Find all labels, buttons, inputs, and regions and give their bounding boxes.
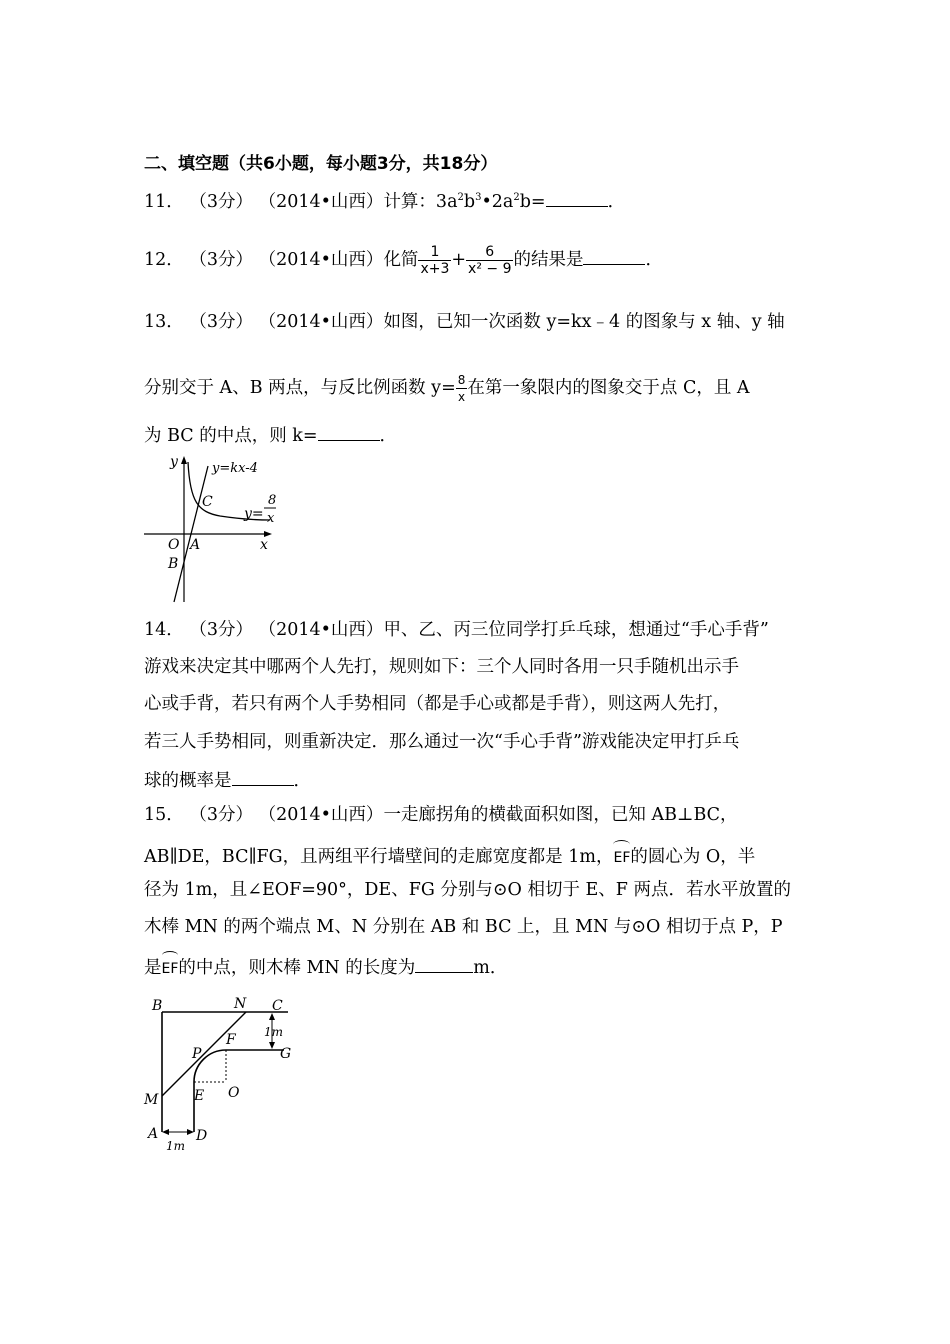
label-F: F [226, 1032, 236, 1048]
q12-source: （2014•山西） [258, 250, 384, 270]
q11-t4: b= [519, 192, 546, 212]
q11-t3: •2a [481, 192, 514, 212]
plus-sign: + [451, 250, 467, 270]
fraction-1: $\frac{1}{x+3}$ [420, 244, 450, 277]
q13-source: （2014•山西） [258, 312, 384, 332]
curve-den: x [267, 511, 275, 526]
label-O: O [228, 1085, 240, 1101]
question-11 [144, 188, 625, 214]
q15-line2 [144, 842, 755, 870]
q12-number: 12． [144, 250, 184, 270]
label-O: O [168, 537, 180, 553]
q13-line3-text: 为 BC 的中点，则 k= [144, 426, 318, 446]
q12-text: 化简 [383, 250, 419, 270]
q14-end: ． [293, 771, 311, 791]
q12-after: 的结果是 [513, 250, 584, 270]
y-axis-arrow [181, 456, 187, 464]
fraction-8-over-x: $\frac{8}{x}$ [457, 373, 466, 404]
arc-ef: EF [613, 842, 630, 870]
q15-source: （2014•山西） [258, 805, 384, 825]
label-C: C [272, 998, 283, 1014]
question-13 [144, 310, 785, 334]
q15-line3: 径为 1m，且∠EOF=90°，DE、FG 分别与⊙O 相切于 E、F 两点．若水平放置的 [144, 880, 792, 900]
section-title: 二、填空题（共6小题，每小题3分，共18分） [144, 154, 498, 174]
label-A: A [148, 1126, 159, 1142]
q15-line1: 一走廊拐角的横截面积如图，已知 AB⊥BC， [383, 805, 738, 825]
q13-end: ． [379, 426, 398, 446]
label-B: B [152, 998, 163, 1014]
dim-arrow-left [162, 1129, 169, 1135]
q14-number: 14． [144, 620, 184, 640]
q14-line5 [144, 767, 311, 793]
q11-t2: b [463, 192, 476, 212]
q11-end: ． [607, 192, 626, 212]
label-1m-bottom: 1m [166, 1139, 186, 1153]
q11-exp1: 2 [457, 192, 464, 204]
label-P: P [192, 1046, 202, 1062]
question-12 [144, 244, 663, 277]
dim-arrow-up [269, 1013, 275, 1020]
label-line: y=kx-4 [212, 461, 258, 476]
label-A: A [190, 537, 201, 553]
q11-exp2: 3 [475, 192, 482, 204]
q11-text: 计算：3a [383, 192, 458, 212]
label-y: y [170, 454, 178, 470]
answer-blank[interactable] [232, 767, 294, 786]
label-curve: y= [244, 506, 264, 522]
q13-line2 [144, 372, 750, 405]
q14-score: （3分） [189, 620, 253, 640]
q11-source: （2014•山西） [258, 192, 384, 212]
q15-unit: m． [473, 958, 508, 978]
label-D: D [196, 1128, 208, 1144]
q15-line2b: 的圆心为 O，半 [630, 847, 756, 867]
label-E: E [194, 1088, 205, 1104]
q13-line3 [144, 422, 397, 448]
label-1m-top: 1m [264, 1025, 284, 1039]
q15-figure [138, 990, 298, 1160]
q14-source: （2014•山西） [258, 620, 384, 640]
dim-arrow-down [269, 1042, 275, 1049]
arc-ef: EF [162, 953, 179, 981]
label-G: G [280, 1046, 292, 1062]
q13-score: （3分） [189, 312, 253, 332]
q14-line5-text: 球的概率是 [144, 771, 232, 791]
q11-exp3: 2 [513, 192, 520, 204]
fraction-2: $\frac{6}{\text{x² − 9}}$ [468, 244, 512, 277]
q15-line5b: 的中点，则木棒 MN 的长度为 [178, 958, 416, 978]
q13-line2a: 分别交于 A、B 两点，与反比例函数 y= [144, 378, 456, 398]
label-x: x [260, 537, 268, 553]
curve-num: 8 [268, 493, 277, 508]
label-B: B [168, 556, 179, 572]
q12-end: ． [645, 250, 663, 270]
q13-figure [140, 452, 280, 607]
q11-score: （3分） [189, 192, 253, 212]
answer-blank[interactable] [318, 422, 380, 441]
q15-number: 15． [144, 805, 184, 825]
q15-line5a: 是 [144, 958, 162, 978]
q14-line3: 心或手背，若只有两个人手势相同（都是手心或都是手背），则这两人先打， [144, 694, 731, 714]
q13-line1: 如图，已知一次函数 y=kx﹣4 的图象与 x 轴、y 轴 [383, 312, 785, 332]
answer-blank[interactable] [415, 954, 473, 973]
stick-MN [162, 1012, 246, 1096]
answer-blank[interactable] [583, 246, 645, 265]
question-14 [144, 618, 769, 642]
q15-score: （3分） [189, 805, 253, 825]
q14-line4: 若三人手势相同，则重新决定．那么通过一次“手心手背”游戏能决定甲打乒乓 [144, 732, 740, 752]
q15-line4: 木棒 MN 的两个端点 M、N 分别在 AB 和 BC 上，且 MN 与⊙O 相切于点 P，P [144, 917, 783, 937]
label-N: N [234, 996, 247, 1012]
q13-line2b: 在第一象限内的图象交于点 C，且 A [467, 378, 750, 398]
answer-blank[interactable] [546, 188, 608, 207]
q15-line5 [144, 953, 507, 981]
q13-number: 13． [144, 312, 184, 332]
q11-number: 11． [144, 192, 184, 212]
q12-score: （3分） [189, 250, 253, 270]
dim-arrow-right [187, 1129, 194, 1135]
q15-line2a: AB∥DE，BC∥FG，且两组平行墙壁间的走廊宽度都是 1m， [144, 847, 614, 867]
q14-line2: 游戏来决定其中哪两个人先打，规则如下：三个人同时各用一只手随机出示手 [144, 657, 739, 677]
question-15 [144, 803, 738, 827]
label-M: M [144, 1092, 159, 1108]
q14-line1: 甲、乙、丙三位同学打乒乓球，想通过“手心手背” [383, 620, 769, 640]
label-C: C [202, 494, 213, 510]
